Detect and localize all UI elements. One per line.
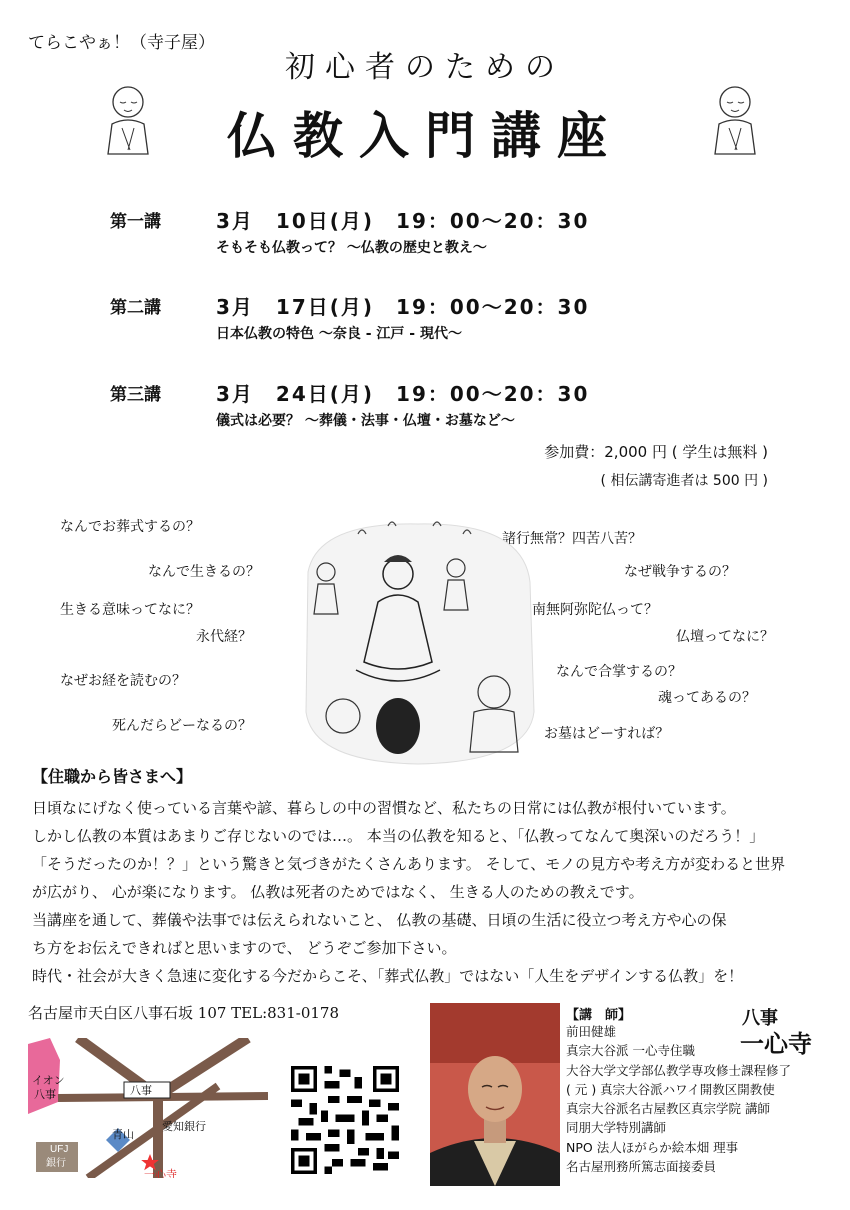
map-label-aichi-bank: 愛知銀行 — [162, 1121, 206, 1133]
question-text: 死んだらどーなるの？ — [112, 718, 252, 734]
fee-note: ( 相伝講寄進者は 500 円 ) — [600, 473, 768, 489]
monk-illustration-right — [705, 84, 765, 160]
question-text: 永代経？ — [196, 629, 252, 645]
lecture-number: 第三講 — [110, 385, 161, 405]
lecturer-line: 大谷大学文学部仏教学専攻修士課程修了 — [566, 1062, 792, 1078]
question-text: 諸行無常？四苦八苦？ — [502, 531, 642, 547]
message-line: しかし仏教の本質はあまりご存じないのでは…。 本当の仏教を知ると、「仏教ってなんて奥深いのだろう！」 — [32, 827, 765, 845]
lecturer-line: 前田健雄 — [566, 1024, 617, 1039]
fee-main: 参加費：2,000 円 ( 学生は無料 ) — [544, 443, 768, 461]
question-text: 魂ってあるの？ — [658, 690, 756, 706]
lecturer-line: ( 元 ) 真宗大谷派ハワイ開教区開教使 — [566, 1081, 775, 1097]
message-line: ち方をお伝えできればと思いますので、 どうぞご参加下さい。 — [32, 939, 457, 957]
page-title: 仏教入門講座 — [227, 106, 623, 165]
brand-label: てらこやぁ！（寺子屋） — [28, 33, 215, 53]
message-line: 当講座を通して、葬儀や法事では伝えられないこと、 仏教の基礎、日頃の生活に役立つ考え方や心の保 — [32, 911, 727, 929]
lecture-topic: 儀式は必要？ ～葬儀・法事・仏壇・お墓など～ — [216, 413, 515, 429]
temple-logo-text: 八事 — [742, 1008, 778, 1029]
lecture-date: 3月 17日(月) 19：00～20：30 — [216, 295, 590, 319]
message-line: 「そうだったのか！？」という驚きと気づきがたくさんあります。 そして、モノの見方や考え方が変わると世界 — [32, 855, 786, 873]
access-map — [28, 1038, 268, 1178]
map-label-yagoto: 八事 — [130, 1085, 152, 1097]
lecture-topic: そもそも仏教って？ ～仏教の歴史と教え～ — [216, 240, 487, 256]
lecturer-line: 真宗大谷派名古屋教区真宗学院 講師 — [566, 1101, 770, 1117]
message-heading: 【住職から皆さまへ】 — [32, 767, 193, 786]
lecturer-line: 名古屋刑務所篤志面接委員 — [566, 1159, 717, 1175]
map-label-ufj: UFJ — [50, 1144, 69, 1155]
question-text: なんでお葬式するの？ — [60, 519, 200, 535]
message-line: 日頃なにげなく使っている言葉や諺、暮らしの中の習慣など、私たちの日常には仏教が根付いています。 — [32, 799, 736, 817]
question-text: なぜ戦争するの？ — [624, 564, 736, 580]
monk-illustration-left — [100, 84, 160, 160]
question-text: お墓はどーすれば？ — [544, 726, 670, 742]
temple-logo-text: 一心寺 — [740, 1029, 812, 1058]
message-body — [32, 794, 822, 990]
message-line: 時代・社会が大きく急速に変化する今だからこそ、「葬式仏教」ではない「人生をデザインする仏教」を！ — [32, 967, 744, 985]
question-text: 生きる意味ってなに？ — [60, 602, 200, 618]
buddha-illustration — [298, 512, 538, 768]
lecturer-line: NPO 法人ほがらか絵本畑 理事 — [566, 1139, 739, 1155]
lecture-topic: 日本仏教の特色 ～奈良 - 江戸 - 現代～ — [216, 326, 462, 342]
map-label-aeon: イオン — [32, 1075, 65, 1087]
lecturer-label: 【講 師】 — [566, 1008, 632, 1023]
map-label-aoyama: 青山 — [112, 1129, 134, 1141]
question-text: なぜお経を読むの？ — [60, 673, 186, 689]
page-subtitle: 初心者のための — [285, 50, 565, 85]
map-label-aeon: 八事 — [34, 1089, 56, 1101]
lecture-number: 第一講 — [110, 212, 161, 232]
qr-code[interactable] — [286, 1066, 404, 1174]
message-line: が広がり、 心が楽になります。 仏教は死者のためではなく、 生きる人のための教えです。 — [32, 883, 644, 901]
lecturer-photo — [430, 1003, 560, 1186]
lecture-date: 3月 24日(月) 19：00～20：30 — [216, 382, 590, 406]
lecture-date: 3月 10日(月) 19：00～20：30 — [216, 209, 590, 233]
temple-logo — [738, 1004, 823, 1060]
question-text: 仏壇ってなに？ — [676, 629, 774, 645]
lecture-number: 第二講 — [110, 298, 161, 318]
question-text: 南無阿弥陀仏って？ — [532, 602, 658, 618]
lecturer-line: 同朋大学特別講師 — [566, 1120, 667, 1136]
map-label-ufj: 銀行 — [46, 1158, 66, 1169]
lecturer-line: 真宗大谷派 一心寺住職 — [566, 1043, 695, 1059]
map-label-temple: 一心寺 — [144, 1169, 177, 1178]
address-tel: 名古屋市天白区八事石坂 107 TEL:831-0178 — [28, 1004, 340, 1022]
question-text: なんで生きるの？ — [148, 564, 260, 580]
question-text: なんで合掌するの？ — [556, 664, 682, 680]
